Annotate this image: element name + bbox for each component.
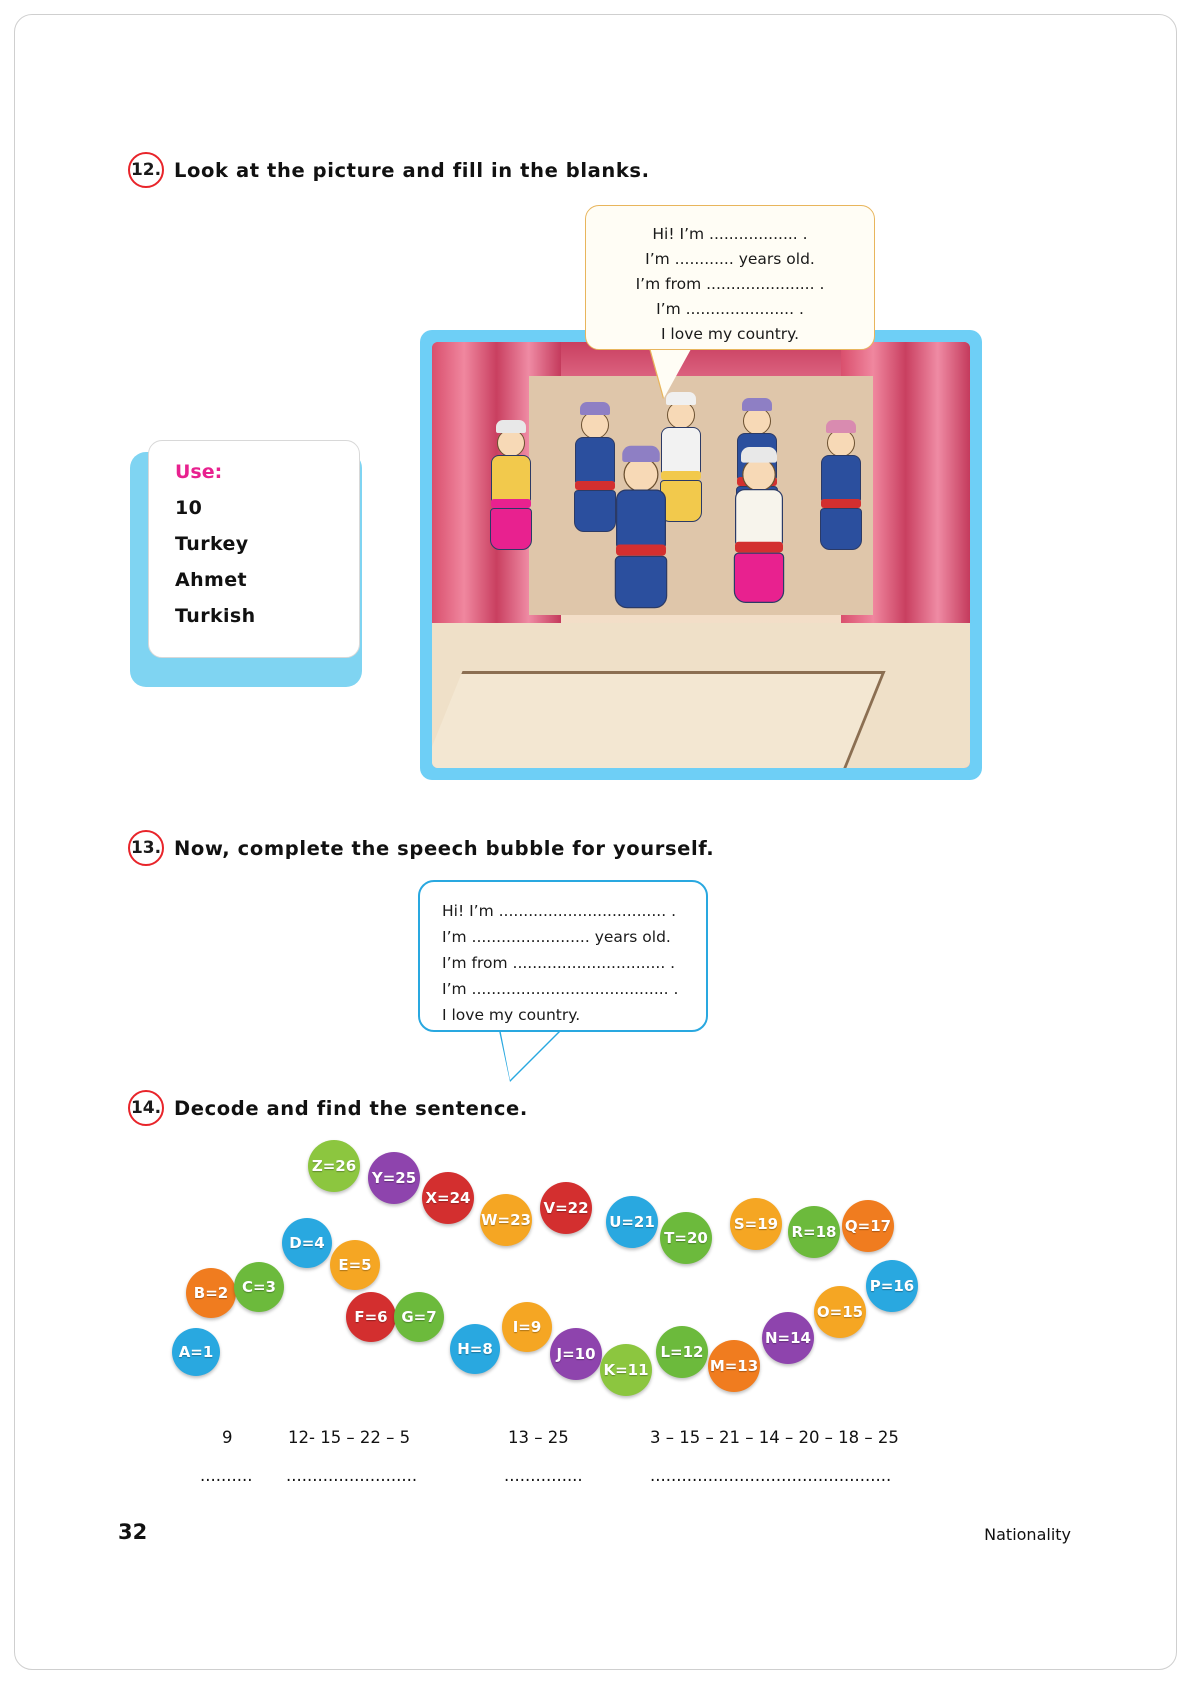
letter-code-circle: C=3: [234, 1262, 284, 1312]
speech-bubble-picture: [585, 205, 875, 350]
letter-code-circle: A=1: [172, 1328, 220, 1376]
dancer-head: [743, 407, 771, 435]
use-box: [148, 440, 360, 658]
dancer-hat: [741, 447, 777, 463]
exercise-13-title: Now, complete the speech bubble for yourself.: [174, 836, 715, 860]
bubble-self-line-2: I’m from ............................... .: [442, 954, 676, 972]
answer-blank-1[interactable]: .........................: [286, 1466, 418, 1485]
letter-code-circle: W=23: [480, 1194, 532, 1246]
folk-dance-picture: [420, 330, 982, 780]
dancer-7-front: [727, 447, 792, 603]
use-box-label: Use:: [175, 461, 223, 483]
letter-code-circle: X=24: [422, 1172, 474, 1224]
dancer-head: [497, 429, 525, 457]
letter-code-circle: N=14: [762, 1312, 814, 1364]
bubble-picture-line-4: I love my country.: [660, 325, 800, 343]
exercise-14-header: [128, 1090, 528, 1126]
use-box-item-0: 10: [175, 497, 203, 519]
letter-code-circle: K=11: [600, 1344, 652, 1396]
letter-code-circle: L=12: [656, 1326, 708, 1378]
dancer-1: [484, 420, 538, 550]
dancer-head: [581, 411, 609, 439]
dancer-head: [624, 457, 659, 492]
dancer-hat: [496, 420, 526, 433]
bubble-picture-line-2: I’m from ...................... .: [635, 275, 825, 293]
dancer-legs: [734, 553, 784, 603]
letter-code-circle: E=5: [330, 1240, 380, 1290]
bubble-self-line-4: I love my country.: [442, 1006, 581, 1024]
dancer-sash: [616, 545, 666, 556]
exercise-12-title: Look at the picture and fill in the blanks.: [174, 158, 650, 182]
exercise-13-number: 13.: [128, 830, 164, 866]
letter-code-circle: P=16: [866, 1260, 918, 1312]
bubble-self-line-0: Hi! I’m .................................. .: [442, 902, 676, 920]
answer-blank-0[interactable]: ..........: [200, 1466, 253, 1485]
speech-bubble-self[interactable]: [418, 880, 708, 1032]
dancer-body: [616, 490, 666, 550]
use-box-item-2: Ahmet: [175, 569, 247, 591]
code-group-1: 12- 15 – 22 – 5: [288, 1428, 411, 1447]
letter-code-circle: H=8: [450, 1324, 500, 1374]
dancer-sash: [821, 499, 861, 508]
speech-bubble-self-tail: [500, 1028, 562, 1080]
bubble-self-line-3: I’m ........................................ .: [442, 980, 679, 998]
letter-code-circle: F=6: [346, 1292, 396, 1342]
letter-code-circle: B=2: [186, 1268, 236, 1318]
bubble-picture-line-1: I’m ............ years old.: [645, 250, 815, 268]
exercise-12-number: 12.: [128, 152, 164, 188]
dancer-head: [667, 401, 695, 429]
dancer-sash: [735, 542, 783, 553]
dancer-body: [821, 455, 861, 503]
code-group-2: 13 – 25: [508, 1428, 569, 1447]
dancer-hat: [622, 446, 660, 462]
letter-code-circle: T=20: [660, 1212, 712, 1264]
dancer-legs: [615, 556, 668, 609]
bubble-picture-line-0: Hi! I’m .................. .: [652, 225, 808, 243]
letter-code-circle: M=13: [708, 1340, 760, 1392]
page-number: 32: [118, 1520, 148, 1544]
bubble-picture-line-3: I’m ...................... .: [656, 300, 804, 318]
dancer-head: [742, 458, 776, 492]
letter-code-circle: J=10: [550, 1328, 602, 1380]
letter-code-circle: R=18: [788, 1206, 840, 1258]
dancer-sash: [491, 499, 531, 508]
stage-step: [432, 671, 885, 768]
dancer-legs: [820, 508, 862, 550]
letter-code-circle: V=22: [540, 1182, 592, 1234]
exercise-13-header: [128, 830, 714, 866]
stage-scene: [432, 342, 970, 768]
dancer-body: [735, 489, 783, 547]
letter-code-circle: U=21: [606, 1196, 658, 1248]
use-box-item-3: Turkish: [175, 605, 256, 627]
exercise-14-title: Decode and find the sentence.: [174, 1096, 528, 1120]
letter-code-circle: Y=25: [368, 1152, 420, 1204]
dancer-hat: [580, 402, 610, 415]
code-group-3: 3 – 15 – 21 – 14 – 20 – 18 – 25: [650, 1428, 899, 1447]
letter-code-circle: Z=26: [308, 1140, 360, 1192]
dancer-hat: [826, 420, 856, 433]
dancer-hat: [666, 392, 696, 405]
dancer-head: [827, 429, 855, 457]
letter-code-circle: O=15: [814, 1286, 866, 1338]
letter-code-circle: G=7: [394, 1292, 444, 1342]
letter-code-circle: Q=17: [842, 1200, 894, 1252]
footer-topic: Nationality: [984, 1525, 1071, 1544]
code-group-0: 9: [222, 1428, 233, 1447]
letter-code-circle: D=4: [282, 1218, 332, 1268]
letter-code-key: [150, 1140, 1050, 1400]
exercise-14-number: 14.: [128, 1090, 164, 1126]
dancer-body: [491, 455, 531, 503]
letter-code-circle: S=19: [730, 1198, 782, 1250]
answer-blank-3[interactable]: ..............................................: [650, 1466, 892, 1485]
dancer-5: [814, 420, 868, 550]
answer-blank-2[interactable]: ...............: [504, 1466, 583, 1485]
use-box-item-1: Turkey: [175, 533, 249, 555]
letter-code-circle: I=9: [502, 1302, 552, 1352]
exercise-12-header: [128, 152, 650, 188]
bubble-self-line-1: I’m ........................ years old.: [442, 928, 671, 946]
dancer-legs: [490, 508, 532, 550]
dancer-6-front: [607, 446, 675, 609]
dancer-hat: [742, 398, 772, 411]
